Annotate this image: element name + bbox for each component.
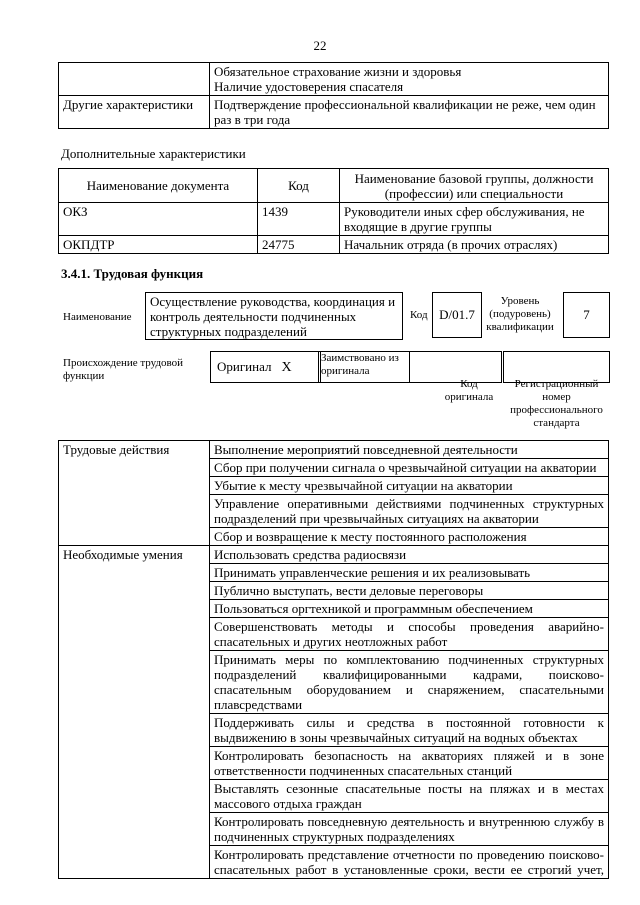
original-code-caption: Код оригинала bbox=[444, 378, 494, 403]
skill-item: Использовать средства радиосвязи bbox=[210, 546, 609, 564]
qualification-level-label: Уровень (подуровень) квалификации bbox=[486, 295, 554, 333]
original-box bbox=[210, 351, 321, 383]
qualification-level-box: 7 bbox=[563, 292, 610, 338]
table-cell: 1439 bbox=[258, 203, 340, 236]
requirement-line: Обязательное страхование жизни и здоровья bbox=[214, 64, 462, 79]
skill-item: Пользоваться оргтехникой и программным обеспечением bbox=[210, 600, 609, 618]
skill-item: Контролировать представление отчетности по проведению поисково-спасательных работ в установленные сроки, вести ее строгий учет, bbox=[210, 846, 609, 879]
original-label: Оригинал bbox=[217, 359, 272, 374]
page-number: 22 bbox=[313, 38, 327, 53]
skill-item: Контролировать повседневную деятельность и внутреннюю службу в подчиненных структурных подразделениях bbox=[210, 813, 609, 846]
column-header: Код bbox=[258, 169, 340, 203]
column-header: Наименование базовой группы, должности (профессии) или специальности bbox=[340, 169, 609, 203]
table-row bbox=[59, 441, 609, 459]
table-row bbox=[59, 63, 609, 96]
labor-actions-table bbox=[58, 440, 609, 879]
original-mark: X bbox=[281, 360, 292, 375]
table-row bbox=[59, 236, 609, 254]
registration-number-caption: Регистрационный номер профессионального стандарта bbox=[510, 378, 603, 429]
origin-label: Происхождение трудовой функции bbox=[63, 357, 184, 382]
action-item: Убытие к месту чрезвычайной ситуации на акватории bbox=[210, 477, 609, 495]
function-name-box: Осуществление руководства, координация и контроль деятельности подчиненных структурных подразделений bbox=[145, 292, 403, 340]
skill-item: Совершенствовать методы и способы проведения аварийно-спасательных и других неотложных работ bbox=[210, 618, 609, 651]
skill-item: Принимать управленческие решения и их реализовывать bbox=[210, 564, 609, 582]
action-item: Сбор и возвращение к месту постоянного расположения bbox=[210, 528, 609, 546]
function-code-box: D/01.7 bbox=[432, 292, 482, 338]
table-row bbox=[59, 203, 609, 236]
table-cell: ОКЗ bbox=[59, 203, 258, 236]
requirement-line: Наличие удостоверения спасателя bbox=[214, 79, 404, 94]
skill-item: Выставлять сезонные спасательные посты на пляжах и в местах массового отдыха граждан bbox=[210, 780, 609, 813]
action-item: Управление оперативными действиями подчиненных структурных подразделений при чрезвычайных ситуациях на акватории bbox=[210, 495, 609, 528]
skills-label: Необходимые умения bbox=[59, 546, 210, 879]
skill-item: Поддерживать силы и средства в постоянной готовности к выдвижению в зоны чрезвычайных ситуаций на водных объектах bbox=[210, 714, 609, 747]
section-subheading: Дополнительные характеристики bbox=[61, 146, 246, 161]
table-cell-value bbox=[210, 63, 609, 96]
skill-item: Принимать меры по комплектованию подчиненных структурных подразделений квалифицированными кадрами, поисково-спасательным оборудованием и снаряжением, спасательными плавсредствами bbox=[210, 651, 609, 714]
table-cell: 24775 bbox=[258, 236, 340, 254]
table-cell-label: Другие характеристики bbox=[59, 96, 210, 129]
additional-characteristics-table bbox=[58, 168, 609, 254]
section-heading: 3.4.1. Трудовая функция bbox=[61, 266, 204, 281]
skill-item: Контролировать безопасность на акваториях пляжей и в зоне ответственности подчиненных спасательных станций bbox=[210, 747, 609, 780]
action-item: Сбор при получении сигнала о чрезвычайной ситуации на акватории bbox=[210, 459, 609, 477]
characteristics-table bbox=[58, 62, 609, 129]
table-row bbox=[59, 546, 609, 564]
table-cell-value: Подтверждение профессиональной квалификации не реже, чем один раз в три года bbox=[210, 96, 609, 129]
table-cell: Начальник отряда (в прочих отраслях) bbox=[340, 236, 609, 254]
table-cell: Руководители иных сфер обслуживания, не входящие в другие группы bbox=[340, 203, 609, 236]
actions-label: Трудовые действия bbox=[59, 441, 210, 546]
skill-item: Публично выступать, вести деловые переговоры bbox=[210, 582, 609, 600]
action-item: Выполнение мероприятий повседневной деятельности bbox=[210, 441, 609, 459]
code-label: Код bbox=[410, 309, 428, 321]
column-header: Наименование документа bbox=[59, 169, 258, 203]
table-cell: ОКПДТР bbox=[59, 236, 258, 254]
borrowed-box: Заимствовано из оригинала bbox=[318, 351, 410, 383]
table-header-row bbox=[59, 169, 609, 203]
table-cell-label bbox=[59, 63, 210, 96]
name-label: Наименование bbox=[63, 311, 132, 323]
table-row bbox=[59, 96, 609, 129]
